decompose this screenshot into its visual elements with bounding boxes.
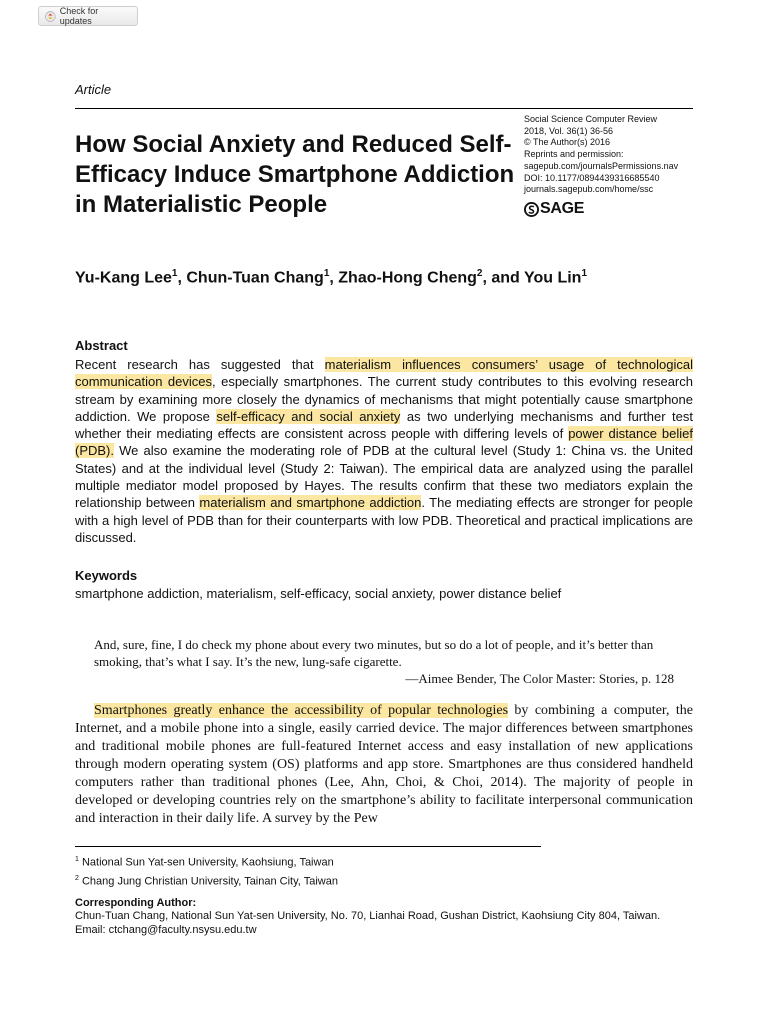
- highlighted-text: materialism influences consumers’ usage of technological communication devices: [75, 357, 693, 390]
- author-separator: ,: [177, 269, 187, 287]
- highlighted-text: power distance belief (PDB).: [75, 426, 693, 459]
- publisher-name: SAGE: [540, 200, 585, 217]
- footnote-text: National Sun Yat-sen University, Kaohsiung, Taiwan: [81, 856, 334, 869]
- corresponding-address: Chun-Tuan Chang, National Sun Yat-sen University, No. 70, Lianhai Road, Gushan District, Kaohsiung City 804, Taiwan.: [75, 910, 661, 922]
- abstract-heading: Abstract: [75, 338, 128, 353]
- keywords-heading: Keywords: [75, 568, 138, 583]
- highlighted-text: self-efficacy and social anxiety: [216, 408, 401, 424]
- check-updates-label: Check for updates: [59, 6, 99, 26]
- journal-home-link[interactable]: journals.sagepub.com/home/ssc: [524, 184, 654, 195]
- epigraph: [94, 636, 674, 687]
- corresponding-author-details: [75, 910, 660, 937]
- abstract-body: [75, 356, 693, 546]
- abstract-text: , especially smartphones. The current study contributes to this evolving research stream by examining more closely the dynamics of mechanisms that might potentially cause smartphone addiction. We propose: [75, 374, 693, 424]
- author-affiliation-mark: 1: [581, 268, 587, 279]
- publisher-logo: [524, 200, 584, 218]
- footnote-item: [75, 871, 338, 890]
- epigraph-attribution: —Aimee Bender, The Color Master: Stories, p. 128: [405, 671, 674, 686]
- footnote-mark: 1: [75, 856, 79, 863]
- author-separator: ,: [329, 269, 339, 287]
- paper-title: How Social Anxiety and Reduced Self-Efficacy Induce Smartphone Addiction in Materialistic People: [75, 131, 515, 218]
- highlighted-text: materialism and smartphone addiction: [199, 495, 422, 511]
- footnote-item: [75, 852, 338, 871]
- doi-link[interactable]: DOI: 10.1177/0894439316685540: [524, 172, 660, 183]
- corresponding-author-heading: Corresponding Author:: [75, 897, 197, 909]
- author-list: [75, 268, 587, 287]
- abstract-text: We also examine the moderating role of PDB at the cultural level (Study 1: China vs. the United States) and at the individual level (Study 2: Taiwan). The empirical data are analyzed using the parallel multiple mediator model proposed by Hayes. The results confirm that these two mediators explain the relationship between: [75, 443, 693, 511]
- author-affiliation-mark: 1: [323, 268, 330, 279]
- epigraph-quote: And, sure, fine, I do check my phone about every two minutes, but so do a lot of people, and it’s better than smoking, that’s what I say. It’s the new, lung-safe cigarette.: [94, 637, 654, 669]
- keywords-list: smartphone addiction, materialism, self-efficacy, social anxiety, power distance belief: [75, 586, 562, 601]
- sage-logo-icon: [524, 202, 539, 217]
- reprints-label: Reprints and permission:: [524, 149, 624, 160]
- footnote-text: Chang Jung Christian University, Tainan City, Taiwan: [81, 875, 338, 888]
- footnote-mark: 2: [75, 874, 79, 882]
- footnotes: [75, 852, 338, 889]
- permissions-link[interactable]: sagepub.com/journalsPermissions.nav: [524, 160, 679, 171]
- journal-volume: 2018, Vol. 36(1) 36-56: [524, 125, 614, 136]
- paragraph-text: by combining a computer, the Internet, and a mobile phone into a single, easily carried device. The major differences between smartphones and traditional mobile phones are full-featured Internet access and easy installation of new applications through modern operating system (OS) platforms and app store. Smartphones are thus considered handheld computers rather than traditional phones (Lee, Ahn, Choi, & Choi, 2014). The majority of people in developed or developing countries rely on the smartphone’s ability to facilitate interpersonal communication and interaction in their daily life. A survey by the Pew: [75, 703, 693, 826]
- author-name: Chun-Tuan Chang: [186, 269, 324, 287]
- check-for-updates-button[interactable]: [38, 6, 138, 26]
- journal-info: [524, 114, 724, 196]
- author-affiliation-mark: 1: [171, 268, 178, 279]
- author-affiliation-mark: 2: [476, 268, 483, 279]
- footnote-divider: [75, 846, 541, 847]
- corresponding-email[interactable]: Email: ctchang@faculty.nsysu.edu.tw: [75, 923, 257, 936]
- author-name: Yu-Kang Lee: [75, 269, 172, 287]
- article-type-label: Article: [75, 82, 112, 97]
- header-divider: [75, 108, 693, 109]
- author-separator: , and: [482, 269, 524, 287]
- author-name: Zhao-Hong Cheng: [338, 269, 477, 287]
- abstract-text: Recent research has suggested that: [75, 357, 325, 372]
- author-name: You Lin: [523, 269, 582, 287]
- abstract-text: . The mediating effects are stronger for people with a high level of PDB than for their counterparts with low PDB. Theoretical and practical implications are discussed.: [75, 495, 693, 545]
- intro-paragraph: [75, 702, 693, 828]
- highlighted-text: Smartphones greatly enhance the accessibility of popular technologies: [94, 703, 509, 718]
- journal-name: Social Science Computer Review: [524, 114, 658, 124]
- abstract-text: as two underlying mechanisms and further test whether their mediating effects are consistent across people with differing levels of: [75, 408, 693, 442]
- copyright: © The Author(s) 2016: [524, 137, 611, 148]
- check-updates-icon: [45, 11, 56, 22]
